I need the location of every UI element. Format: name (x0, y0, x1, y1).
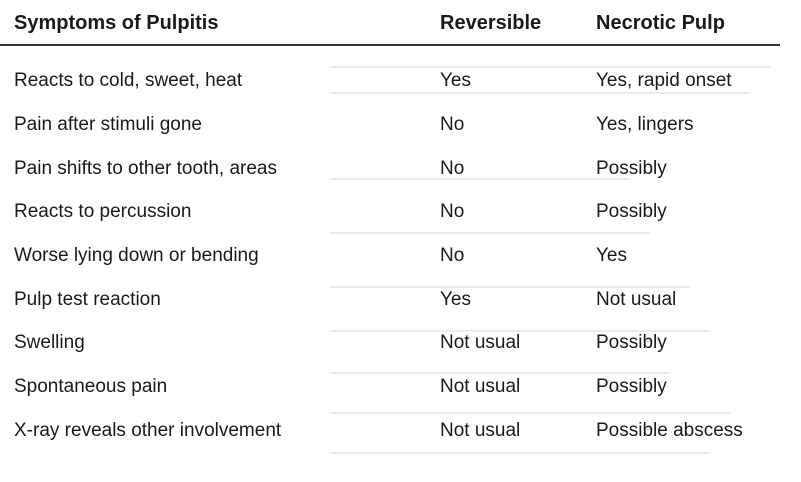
table-row (0, 235, 801, 279)
table-row (0, 148, 801, 192)
cell-reversible: No (440, 201, 465, 222)
header-necrotic-pulp: Necrotic Pulp (596, 12, 725, 34)
table-row (0, 60, 801, 104)
cell-reversible: Not usual (440, 332, 521, 353)
cell-symptom: Pain shifts to other tooth, areas (14, 158, 277, 179)
header-divider (0, 44, 780, 46)
cell-necrotic-pulp: Possibly (596, 158, 667, 179)
cell-necrotic-pulp: Possibly (596, 376, 667, 397)
cell-symptom: Pain after stimuli gone (14, 114, 202, 135)
cell-reversible: No (440, 245, 465, 266)
cell-symptom: X-ray reveals other involvement (14, 420, 282, 441)
cell-reversible: Yes (440, 70, 471, 91)
table-row (0, 410, 801, 454)
table-row (0, 366, 801, 410)
cell-reversible: No (440, 158, 465, 179)
header-reversible: Reversible (440, 12, 542, 34)
cell-reversible: Not usual (440, 376, 521, 397)
cell-symptom: Worse lying down or bending (14, 245, 259, 266)
header-symptoms: Symptoms of Pulpitis (14, 12, 219, 34)
cell-necrotic-pulp: Possibly (596, 332, 667, 353)
cell-symptom: Pulp test reaction (14, 289, 161, 310)
cell-necrotic-pulp: Yes, rapid onset (596, 70, 732, 91)
cell-symptom: Reacts to cold, sweet, heat (14, 70, 243, 91)
cell-reversible: Not usual (440, 420, 521, 441)
table-row (0, 104, 801, 148)
table-row (0, 191, 801, 235)
table-header-row (0, 0, 801, 46)
cell-necrotic-pulp: Possibly (596, 201, 667, 222)
cell-reversible: No (440, 114, 465, 135)
cell-reversible: Yes (440, 289, 471, 310)
cell-necrotic-pulp: Yes, lingers (596, 114, 694, 135)
cell-necrotic-pulp: Yes (596, 245, 627, 266)
cell-symptom: Spontaneous pain (14, 376, 168, 397)
table-row (0, 279, 801, 323)
cell-symptom: Swelling (14, 332, 85, 353)
table-row (0, 322, 801, 366)
cell-symptom: Reacts to percussion (14, 201, 192, 222)
cell-necrotic-pulp: Not usual (596, 289, 677, 310)
cell-necrotic-pulp: Possible abscess (596, 420, 743, 441)
